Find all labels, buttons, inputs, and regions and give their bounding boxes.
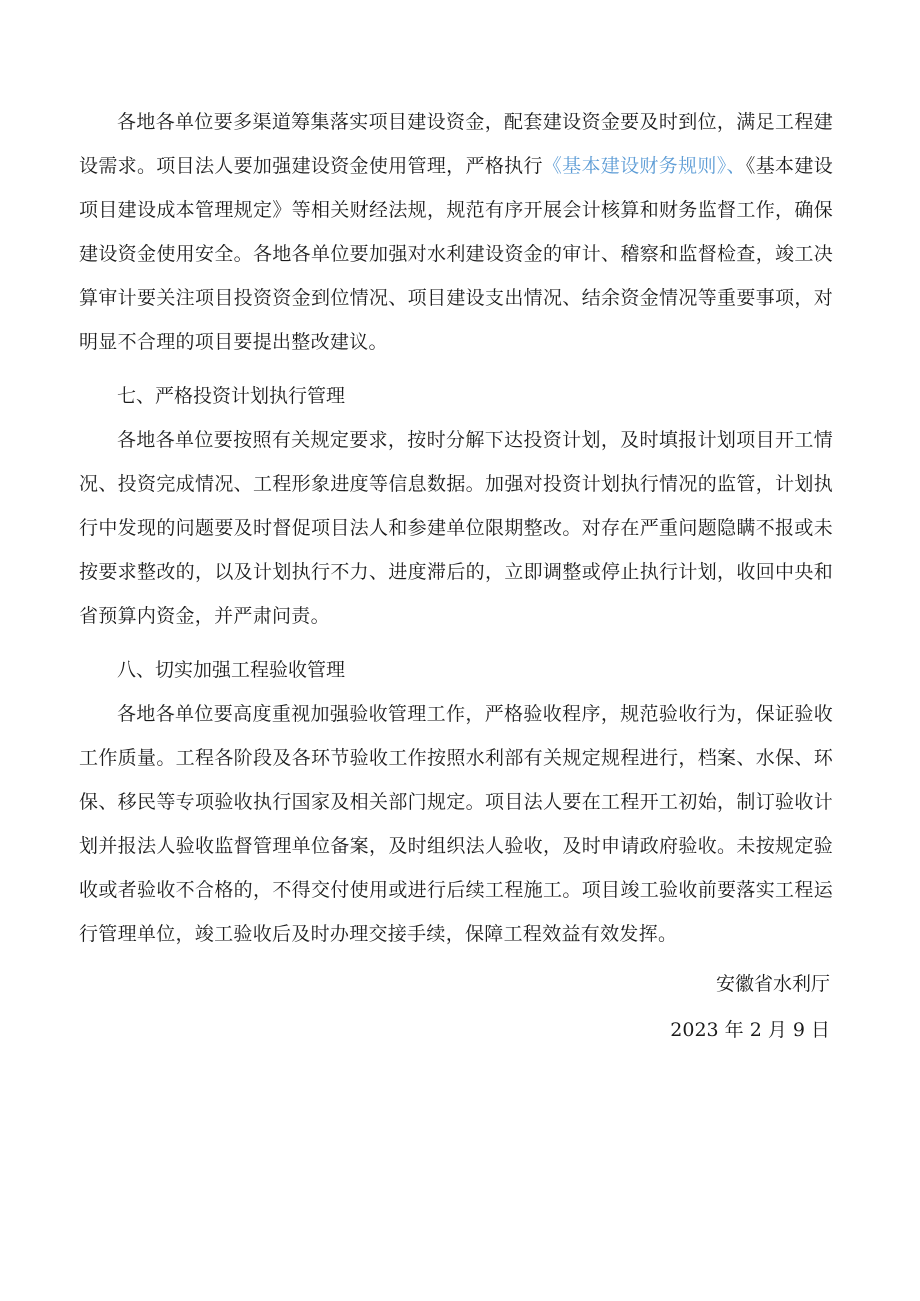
document-body bbox=[79, 100, 833, 956]
paragraph-funds-text-2: 《基本建设项目建设成本管理规定》等相关财经法规，规范有序开展会计核算和财务监督工作，确保建设资金使用安全。各地各单位要加强对水利建设资金的审计、稽察和监督检查，竣工决算审计要关注项目投资资金到位情况、项目建设支出情况、结余资金情况等重要事项，对明显不合理的项目要提出整改建议。 bbox=[79, 155, 833, 353]
section-heading-8: 八、切实加强工程验收管理 bbox=[117, 659, 346, 681]
issue-date: 2023 年 2 月 9 日 bbox=[670, 1019, 830, 1041]
section-heading-7: 七、严格投资计划执行管理 bbox=[117, 385, 346, 407]
paragraph-funds-text-1: 各地各单位要多渠道筹集落实项目建设资金，配套建设资金要及时到位，满足工程建设需求。项目法人要加强建设资金使用管理，严格执行 bbox=[79, 111, 833, 177]
paragraph-acceptance: 各地各单位要高度重视加强验收管理工作，严格验收程序，规范验收行为，保证验收工作质量。工程各阶段及各环节验收工作按照水利部有关规定规程进行，档案、水保、环保、移民等专项验收执行国家及相关部门规定。项目法人要在工程开工初始，制订验收计划并报法人验收监督管理单位备案，及时组织法人验收，及时申请政府验收。未按规定验收或者验收不合格的，不得交付使用或进行后续工程施工。项目竣工验收前要落实工程运行管理单位，竣工验收后及时办理交接手续，保障工程效益有效发挥。 bbox=[79, 703, 833, 945]
issuer-signature: 安徽省水利厅 bbox=[715, 973, 830, 995]
paragraph-investment-plan: 各地各单位要按照有关规定要求，按时分解下达投资计划，及时填报计划项目开工情况、投资完成情况、工程形象进度等信息数据。加强对投资计划执行情况的监管，计划执行中发现的问题要及时督促项目法人和参建单位限期整改。对存在严重问题隐瞒不报或未按要求整改的，以及计划执行不力、进度滞后的，立即调整或停止执行计划，收回中央和省预算内资金，并严肃问责。 bbox=[79, 429, 833, 627]
regulation-link[interactable]: 《基本建设财务规则》、 bbox=[542, 155, 746, 177]
paragraph-funds bbox=[79, 100, 833, 364]
